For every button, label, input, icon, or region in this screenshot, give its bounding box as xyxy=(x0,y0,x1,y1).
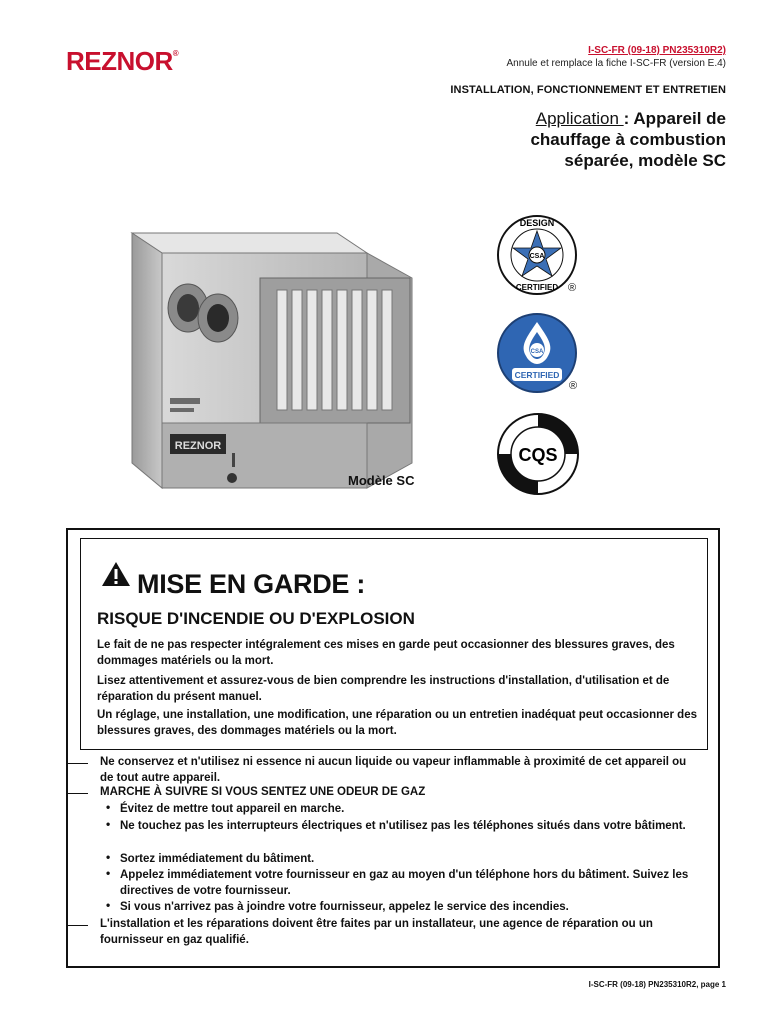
application-title xyxy=(466,108,726,171)
item-dash xyxy=(68,925,88,926)
design-seal-bottom: CERTIFIED xyxy=(515,283,559,292)
nameplate-text: REZNOR xyxy=(174,440,222,452)
gas-odor-bullet: Si vous n'arrivez pas à joindre votre fournisseur, appelez le service des incendies. xyxy=(120,901,569,913)
application-label: Application xyxy=(535,109,624,128)
gas-odor-bullet: Sortez immédiatement du bâtiment. xyxy=(120,853,315,865)
design-reg-mark: ® xyxy=(568,282,577,294)
csa-seal-label: CERTIFIED xyxy=(514,370,560,380)
bullet-dot: • xyxy=(106,817,111,831)
csa-seal-center: CSA xyxy=(530,349,544,355)
application-name: Appareil de chauffage à combustion séparée, modèle SC xyxy=(530,109,726,170)
csa-certified-seal xyxy=(496,312,578,394)
cqs-seal-center: CQS xyxy=(518,445,558,465)
warning-paragraph: Le fait de ne pas respecter intégralement ces mises en garde peut occasionner des blessures graves, des dommages matériels ou la mort. xyxy=(97,639,675,667)
page-footer: I-SC-FR (09-18) PN235310R2, page 1 xyxy=(588,980,726,989)
warning-paragraph: Lisez attentivement et assurez-vous de bien comprendre les instructions d'installation, d'utilisation et de réparation du présent manuel. xyxy=(97,675,670,703)
product-caption: Modèle SC xyxy=(348,473,415,488)
gas-odor-bullet: Appelez immédiatement votre fournisseur en gaz au moyen d'un téléphone hors du bâtiment. Suivez les directives de votre fournisseur. xyxy=(120,869,689,897)
warning-triangle-icon xyxy=(101,561,131,587)
registered-mark: ® xyxy=(172,49,179,59)
heater-illustration xyxy=(112,208,452,508)
warning-box xyxy=(66,528,720,968)
design-seal-top: DESIGN xyxy=(519,218,555,228)
warning-heading: MISE EN GARDE : xyxy=(137,569,366,599)
document-reference xyxy=(506,44,726,70)
cqs-seal xyxy=(496,412,580,496)
warning-inner-panel xyxy=(80,538,708,750)
replaces-note: Annule et remplace la fiche I-SC-FR (version E.4) xyxy=(506,58,726,69)
item-dash xyxy=(68,763,88,764)
gas-odor-bullet: Ne touchez pas les interrupteurs électriques et n'utilisez pas les téléphones situés dans votre bâtiment. xyxy=(120,820,686,832)
warning-paragraph: Un réglage, une installation, une modification, une réparation ou un entretien inadéquat peut occasionner des blessures graves, des dommages matériels ou la mort. xyxy=(97,709,697,737)
reznor-logo xyxy=(66,46,178,77)
risk-heading: RISQUE D'INCENDIE OU D'EXPLOSION xyxy=(97,609,415,628)
csa-reg-mark: ® xyxy=(569,380,578,392)
section-title: INSTALLATION, FONCTIONNEMENT ET ENTRETIEN xyxy=(450,84,726,96)
gas-odor-bullet: Évitez de mettre tout appareil en marche. xyxy=(120,803,345,815)
application-separator: : xyxy=(623,109,634,128)
design-seal-center: CSA xyxy=(529,253,545,260)
warning-item: MARCHE À SUIVRE SI VOUS SENTEZ UNE ODEUR DE GAZ xyxy=(100,786,426,798)
bullet-dot: • xyxy=(106,898,111,912)
warning-item: Ne conservez et n'utilisez ni essence ni aucun liquide ou vapeur inflammable à proximité de cet appareil ou de tout autre appareil. xyxy=(100,756,687,784)
warning-item: L'installation et les réparations doivent être faites par un installateur, une agence de réparation ou un fournisseur en gaz qualifié. xyxy=(100,918,653,946)
logo-text: REZNOR xyxy=(66,46,173,76)
doc-id: I-SC-FR (09-18) PN235310R2) xyxy=(588,45,726,56)
bullet-dot: • xyxy=(106,850,111,864)
design-certified-seal xyxy=(496,214,578,296)
bullet-dot: • xyxy=(106,800,111,814)
bullet-dot: • xyxy=(106,866,111,880)
item-dash xyxy=(68,793,88,794)
